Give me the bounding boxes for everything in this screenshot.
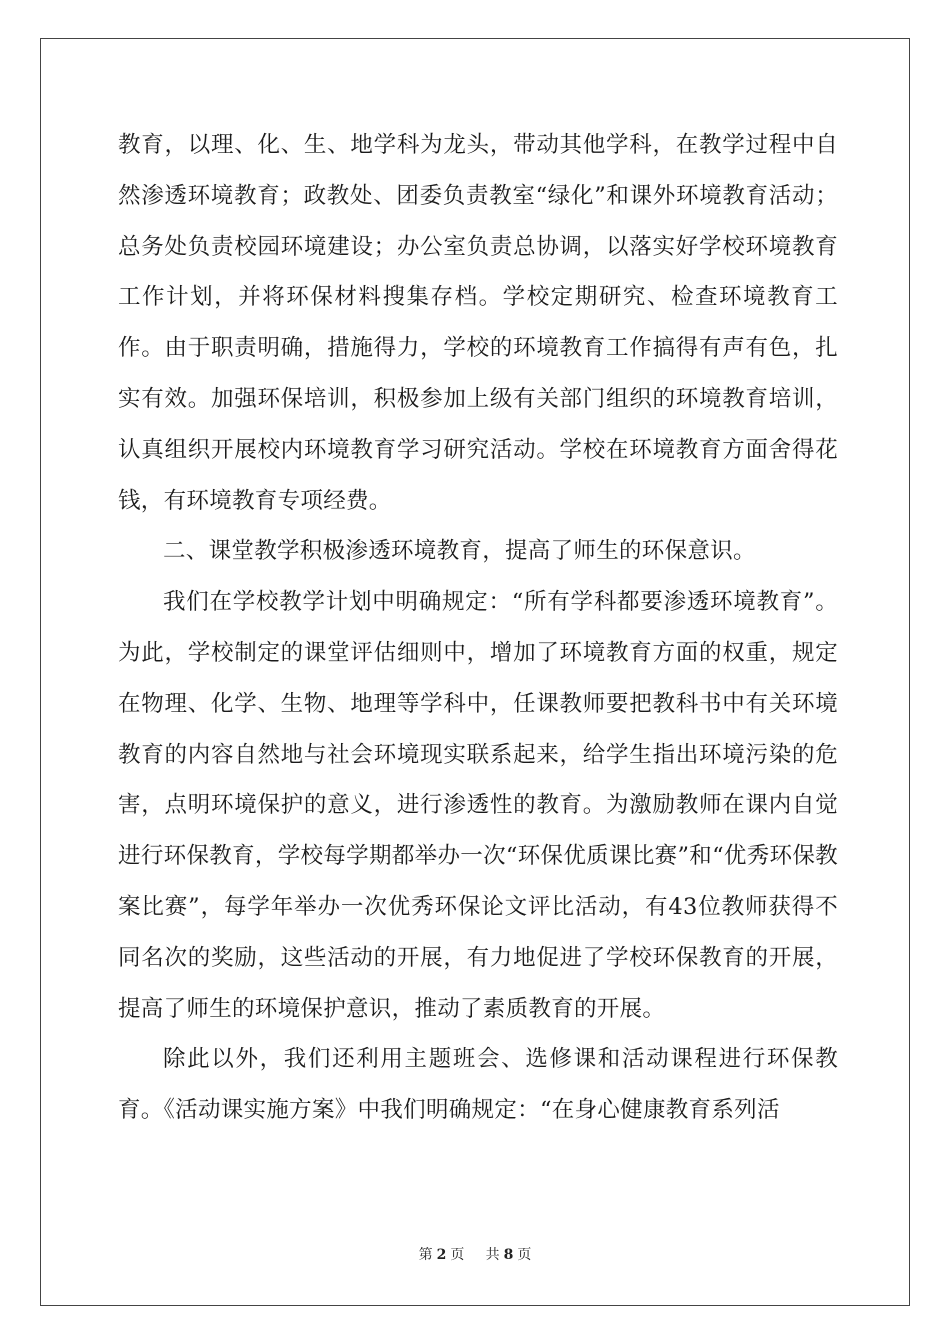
total-suffix: 页 (517, 1247, 532, 1263)
page-prefix: 第 (418, 1247, 433, 1263)
section-heading: 二、课堂教学积极渗透环境教育，提高了师生的环保意识。 (163, 538, 756, 565)
total-prefix: 共 (485, 1247, 500, 1263)
page-number: 2 (436, 1247, 447, 1263)
page-footer (0, 1244, 950, 1264)
paragraph: 我们在学校教学计划中明确规定：“所有学科都要渗透环境教育”。为此，学校制定的课堂评估细则中，增加了环境教育方面的权重，规定在物理、化学、生物、地理等学科中，任课教师要把教科书中有关环境教育的内容自然地与社会环境现实联系起来，给学生指出环境污染的危害，点明环境保护的意义，进行渗透性的教育。为激励教师在课内自觉进行环保教育，学校每学期都举办一次“环保优质课比赛”和“优秀环保教案比赛”，每学年举办一次优秀环保论文评比活动，有43位教师获得不同名次的奖励，这些活动的开展，有力地促进了学校环保教育的开展，提高了师生的环境保护意识，推动了素质教育的开展。 (118, 589, 838, 1022)
document-body (118, 120, 838, 1136)
paragraph: 除此以外，我们还利用主题班会、选修课和活动课程进行环保教育。《活动课实施方案》中我们明确规定：“在身心健康教育系列活 (118, 1046, 838, 1124)
total-pages: 8 (503, 1247, 514, 1263)
page-suffix: 页 (450, 1247, 465, 1263)
page-indicator (417, 1247, 467, 1263)
paragraph-continuation: 教育，以理、化、生、地学科为龙头，带动其他学科，在教学过程中自然渗透环境教育；政教处、团委负责教室“绿化”和课外环境教育活动；总务处负责校园环境建设；办公室负责总协调，以落实好学校环境教育工作计划，并将环保材料搜集存档。学校定期研究、检查环境教育工作。由于职责明确，措施得力，学校的环境教育工作搞得有声有色，扎实有效。加强环保培训，积极参加上级有关部门组织的环境教育培训，认真组织开展校内环境教育学习研究活动。学校在环境教育方面舍得花钱，有环境教育专项经费。 (118, 132, 838, 514)
total-pages-indicator (484, 1247, 534, 1263)
